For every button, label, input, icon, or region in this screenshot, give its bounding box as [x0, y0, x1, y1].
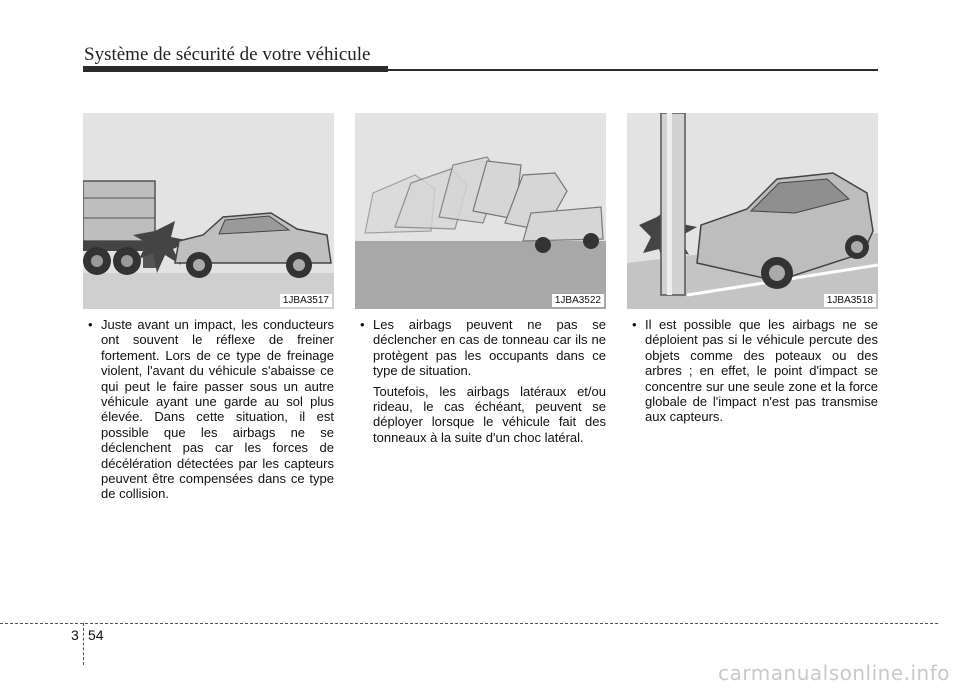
bullet-text: Les airbags peuvent ne pas se déclencher en cas de tonneau car ils ne protègent pas les occupants dans ce type de situation. — [373, 317, 606, 379]
bullet-paragraph — [627, 317, 878, 425]
bullet-text: Juste avant un impact, les conducteurs ont souvent le réflexe de freiner fortement. Lors de ce type de freinage violent, l'avant du véhicule s'abaisse ce qui peut le faire passer sous un autre véhicule ayant une garde au sol plus élevée. Dans cette situation, il est possible que les airbags ne se déclenchent pas car les forces de décélération détectées par les capteurs peuvent être compensées dans ce type de collision. — [101, 317, 334, 502]
column-2-text — [355, 317, 606, 445]
figure-rollover — [355, 113, 606, 309]
header-rule-thick — [83, 66, 388, 72]
page-header-title: Système de sécurité de votre véhicule — [84, 44, 371, 65]
figure-pole-impact — [627, 113, 878, 309]
figure-underride — [83, 113, 334, 309]
watermark: carmanualsonline.info — [718, 661, 950, 685]
bullet-paragraph — [83, 317, 334, 502]
continuation-paragraph: Toutefois, les airbags latéraux et/ou rideau, le cas échéant, peuvent se déployer lorsque le véhicule fait des tonneaux à la suite d'un choc latéral. — [373, 383, 606, 445]
bullet-text: Il est possible que les airbags ne se déploient pas si le véhicule percute des objets comme des poteaux ou des arbres ; en effet, le point d'impact se concentre sur une seule zone et la force globale de l'impact n'est pas transmise aux capteurs. — [645, 317, 878, 425]
underride-illustration — [83, 113, 334, 309]
figure-code: 1JBA3522 — [552, 294, 604, 307]
bullet-icon: • — [88, 317, 93, 332]
figure-code: 1JBA3517 — [280, 294, 332, 307]
figure-code: 1JBA3518 — [824, 294, 876, 307]
bullet-paragraph — [355, 317, 606, 379]
header-rule-thin — [388, 69, 878, 71]
column-3-text — [627, 317, 878, 425]
footer-divider — [83, 623, 84, 665]
page-number: 54 — [88, 627, 104, 643]
bullet-icon: • — [632, 317, 637, 332]
rollover-illustration — [355, 113, 606, 309]
chapter-number: 3 — [71, 627, 79, 643]
bullet-icon: • — [360, 317, 365, 332]
pole-impact-illustration — [627, 113, 878, 309]
footer-rule — [0, 623, 938, 624]
column-1-text — [83, 317, 334, 502]
